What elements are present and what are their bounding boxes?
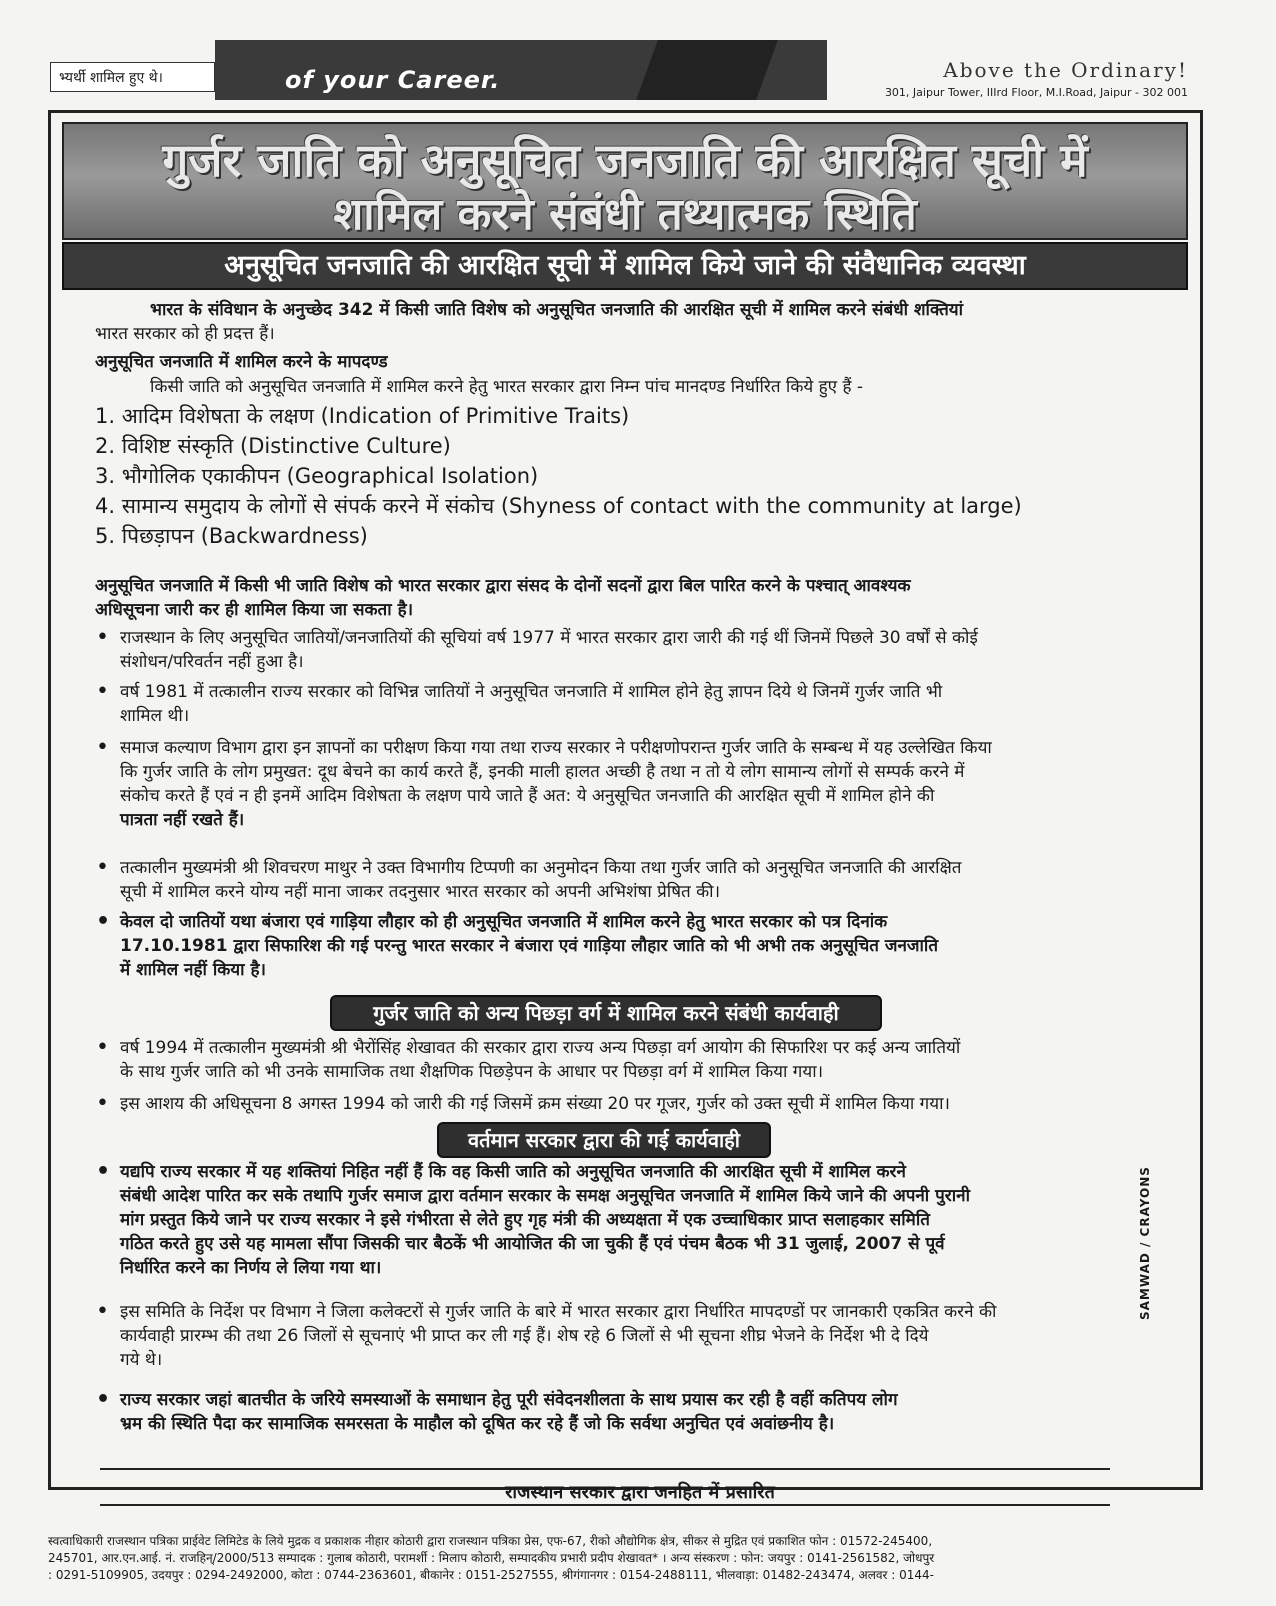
header-banner <box>215 40 827 100</box>
header-right <box>828 58 1188 104</box>
list-item: • राजस्थान के लिए अनुसूचित जातियों/जनजातियों की सूचियां वर्ष 1977 में भारत सरकार द्वारा जारी की गई थीं जिनमें पिछले 30 वर्षों से कोई संशोधन/परिवर्तन नहीं हुआ है। <box>120 626 978 674</box>
criteria-item-2: 2. विशिष्ट संस्कृति (Distinctive Culture) <box>95 434 451 458</box>
list-item: • वर्ष 1981 में तत्कालीन राज्य सरकार को विभिन्न जातियों ने अनुसूचित जनजाति में शामिल होने हेतु ज्ञापन दिये थे जिनमें गुर्जर जाति भी शामिल थी। <box>120 680 942 728</box>
section-subtitle: अनुसूचित जनजाति की आरक्षित सूची में शामिल किये जाने की संवैधानिक व्यवस्था <box>62 242 1188 290</box>
banner-graphic <box>636 40 778 100</box>
header-address: 301, Jaipur Tower, IIIrd Floor, M.I.Road, Jaipur - 302 001 <box>884 86 1188 99</box>
footer-divider-top <box>100 1468 1110 1470</box>
print-imprint: स्वत्वाधिकारी राजस्थान पत्रिका प्राईवेट लिमिटेड के लिये मुद्रक व प्रकाशक नीहार कोठारी द्वारा राजस्थान पत्रिका प्रेस, एफ-67, रीको औद्योगिक क्षेत्र, सीकर से मुद्रित एवं प्रकाशित फोन : 01572-245400, 245701, आर.एन.आई. नं. राजहिन्/2000/513 सम्पादक : गुलाब कोठारी, परामर्शी : मिलाप कोठारी, सम्पादकीय प्रभारी प्रदीप शेखावत* । अन्य संस्करण : फोन: जयपुर : 0141-2561582, जोधपुर : 0291-5109905, उदयपुर : 0294-2492000, कोटा : 0744-2363601, बीकानेर : 0151-2527555, श्रीगंगानगर : 0154-2488111, भीलवाड़ा: 01482-243474, अलवर : 0144- <box>48 1534 935 1582</box>
header-tagline: Above the Ordinary! <box>943 58 1188 82</box>
page-title-line1: गुर्जर जाति को अनुसूचित जनजाति की आरक्षित सूची में <box>162 133 1088 187</box>
banner-slogan: of your Career. <box>285 66 501 94</box>
section-heading-obc: गुर्जर जाति को अन्य पिछड़ा वर्ग में शामिल करने संबंधी कार्यवाही <box>330 995 882 1031</box>
intro-line2: भारत सरकार को ही प्रदत्त हैं। <box>95 324 275 344</box>
section-heading-current-govt: वर्तमान सरकार द्वारा की गई कार्यवाही <box>437 1122 771 1158</box>
list-item: • केवल दो जातियों यथा बंजारा एवं गाड़िया लौहार को ही अनुसूचित जनजाति में शामिल करने हेतु भारत सरकार को पत्र दिनांक 17.10.1981 द्वारा सिफारिश की गई परन्तु भारत सरकार ने बंजारा एवं गाड़िया लौहार जाति को भी अभी तक अनुसूचित जनजाति में शामिल नहीं किया है। <box>120 910 938 982</box>
list-item: • इस आशय की अधिसूचना 8 अगस्त 1994 को जारी की गई जिसमें क्रम संख्या 20 पर गूजर, गुर्जर को उक्त सूची में शामिल किया गया। <box>120 1092 950 1116</box>
list-item: • समाज कल्याण विभाग द्वारा इन ज्ञापनों का परीक्षण किया गया तथा राज्य सरकार ने परीक्षणोपरान्त गुर्जर जाति के सम्बन्ध में यह उल्लेखित किया कि गुर्जर जाति के लोग प्रमुखत: दूध बेचने का कार्य करते हैं, इनकी माली हालत अच्छी है तथा न तो ये लोग सामान्य लोगों से सम्पर्क करने में संकोच करते हैं एवं न ही इनमें आदिम विशेषता के लक्षण पाये जाते हैं अत: ये अनुसूचित जनजाति की आरक्षित सूची में शामिल होने की पात्रता नहीं रखते हैं। <box>120 736 992 832</box>
list-item: • तत्कालीन मुख्यमंत्री श्री शिवचरण माथुर ने उक्त विभागीय टिप्पणी का अनुमोदन किया तथा गुर्जर जाति को अनुसूचित जनजाति की आरक्षित सूची में शामिल करने योग्य नहीं माना जाकर तदनुसार भारत सरकार को अपनी अभिशंषा प्रेषित की। <box>120 856 961 904</box>
header-left-snippet: भ्यर्थी शामिल हुए थे। <box>50 62 215 92</box>
list-item: • यद्यपि राज्य सरकार में यह शक्तियां निहित नहीं हैं कि वह किसी जाति को अनुसूचित जनजाति की आरक्षित सूची में शामिल करने संबंधी आदेश पारित कर सके तथापि गुर्जर समाज द्वारा वर्तमान सरकार के समक्ष अनुसूचित जनजाति में शामिल किये जाने की अपनी पुरानी मांग प्रस्तुत किये जाने पर राज्य सरकार ने इसे गंभीरता से लेते हुए गृह मंत्री की अध्यक्षता में एक उच्चाधिकार प्राप्त सलाहकार समिति गठित करते हुए उसे यह मामला सौंपा जिसकी चार बैठकें भी आयोजित की जा चुकी हैं एवं पंचम बैठक भी 31 जुलाई, 2007 से पूर्व निर्धारित करने का निर्णय ले लिया गया था। <box>120 1160 970 1280</box>
list-item: • राज्य सरकार जहां बातचीत के जरिये समस्याओं के समाधान हेतु पूरी संवेदनशीलता के साथ प्रयास कर रही है वहीं कतिपय लोग भ्रम की स्थिति पैदा कर सामाजिक समरसता के माहौल को दूषित कर रहे हैं जो कि सर्वथा अनुचित एवं अवांछनीय है। <box>120 1388 898 1436</box>
agency-credit: SAMWAD / CRAYONS <box>1138 1166 1152 1320</box>
footer-divider-bottom <box>100 1504 1110 1506</box>
procedure-line1: अनुसूचित जनजाति में किसी भी जाति विशेष को भारत सरकार द्वारा संसद के दोनों सदनों द्वारा बिल पारित करने के पश्चात् आवश्यक <box>95 576 911 596</box>
issued-by: राजस्थान सरकार द्वारा जनहित में प्रसारित <box>505 1482 775 1503</box>
criteria-item-4: 4. सामान्य समुदाय के लोगों से संपर्क करने में संकोच (Shyness of contact with the community at large) <box>95 494 1022 518</box>
intro-line1: भारत के संविधान के अनुच्छेद 342 में किसी जाति विशेष को अनुसूचित जनजाति की आरक्षित सूची में शामिल करने संबंधी शक्तियां <box>150 300 964 320</box>
page-title-line2: शामिल करने संबंधी तथ्यात्मक स्थिति <box>333 189 917 240</box>
criteria-heading: अनुसूचित जनजाति में शामिल करने के मापदण्ड <box>95 352 388 372</box>
criteria-lead: किसी जाति को अनुसूचित जनजाति में शामिल करने हेतु भारत सरकार द्वारा निम्न पांच मानदण्ड निर्धारित किये हुए हैं - <box>150 377 864 397</box>
criteria-item-1: 1. आदिम विशेषता के लक्षण (Indication of Primitive Traits) <box>95 404 630 428</box>
procedure-line2: अधिसूचना जारी कर ही शामिल किया जा सकता है। <box>95 600 414 620</box>
criteria-item-3: 3. भौगोलिक एकाकीपन (Geographical Isolation) <box>95 464 539 488</box>
list-item: • वर्ष 1994 में तत्कालीन मुख्यमंत्री श्री भैरोंसिंह शेखावत की सरकार द्वारा राज्य अन्य पिछड़ा वर्ग आयोग की सिफारिश पर कई अन्य जातियों के साथ गुर्जर जाति को भी उनके सामाजिक तथा शैक्षणिक पिछड़ेपन के आधार पर पिछड़ा वर्ग में शामिल किया गया। <box>120 1036 960 1084</box>
criteria-item-5: 5. पिछड़ापन (Backwardness) <box>95 524 368 548</box>
list-item: • इस समिति के निर्देश पर विभाग ने जिला कलेक्टरों से गुर्जर जाति के बारे में भारत सरकार द्वारा निर्धारित मापदण्डों पर जानकारी एकत्रित करने की कार्यवाही प्रारम्भ की तथा 26 जिलों से सूचनाएं भी प्राप्त कर ली गई हैं। शेष रहे 6 जिलों से भी सूचना शीघ्र भेजने के निर्देश भी दे दिये गये थे। <box>120 1300 996 1372</box>
